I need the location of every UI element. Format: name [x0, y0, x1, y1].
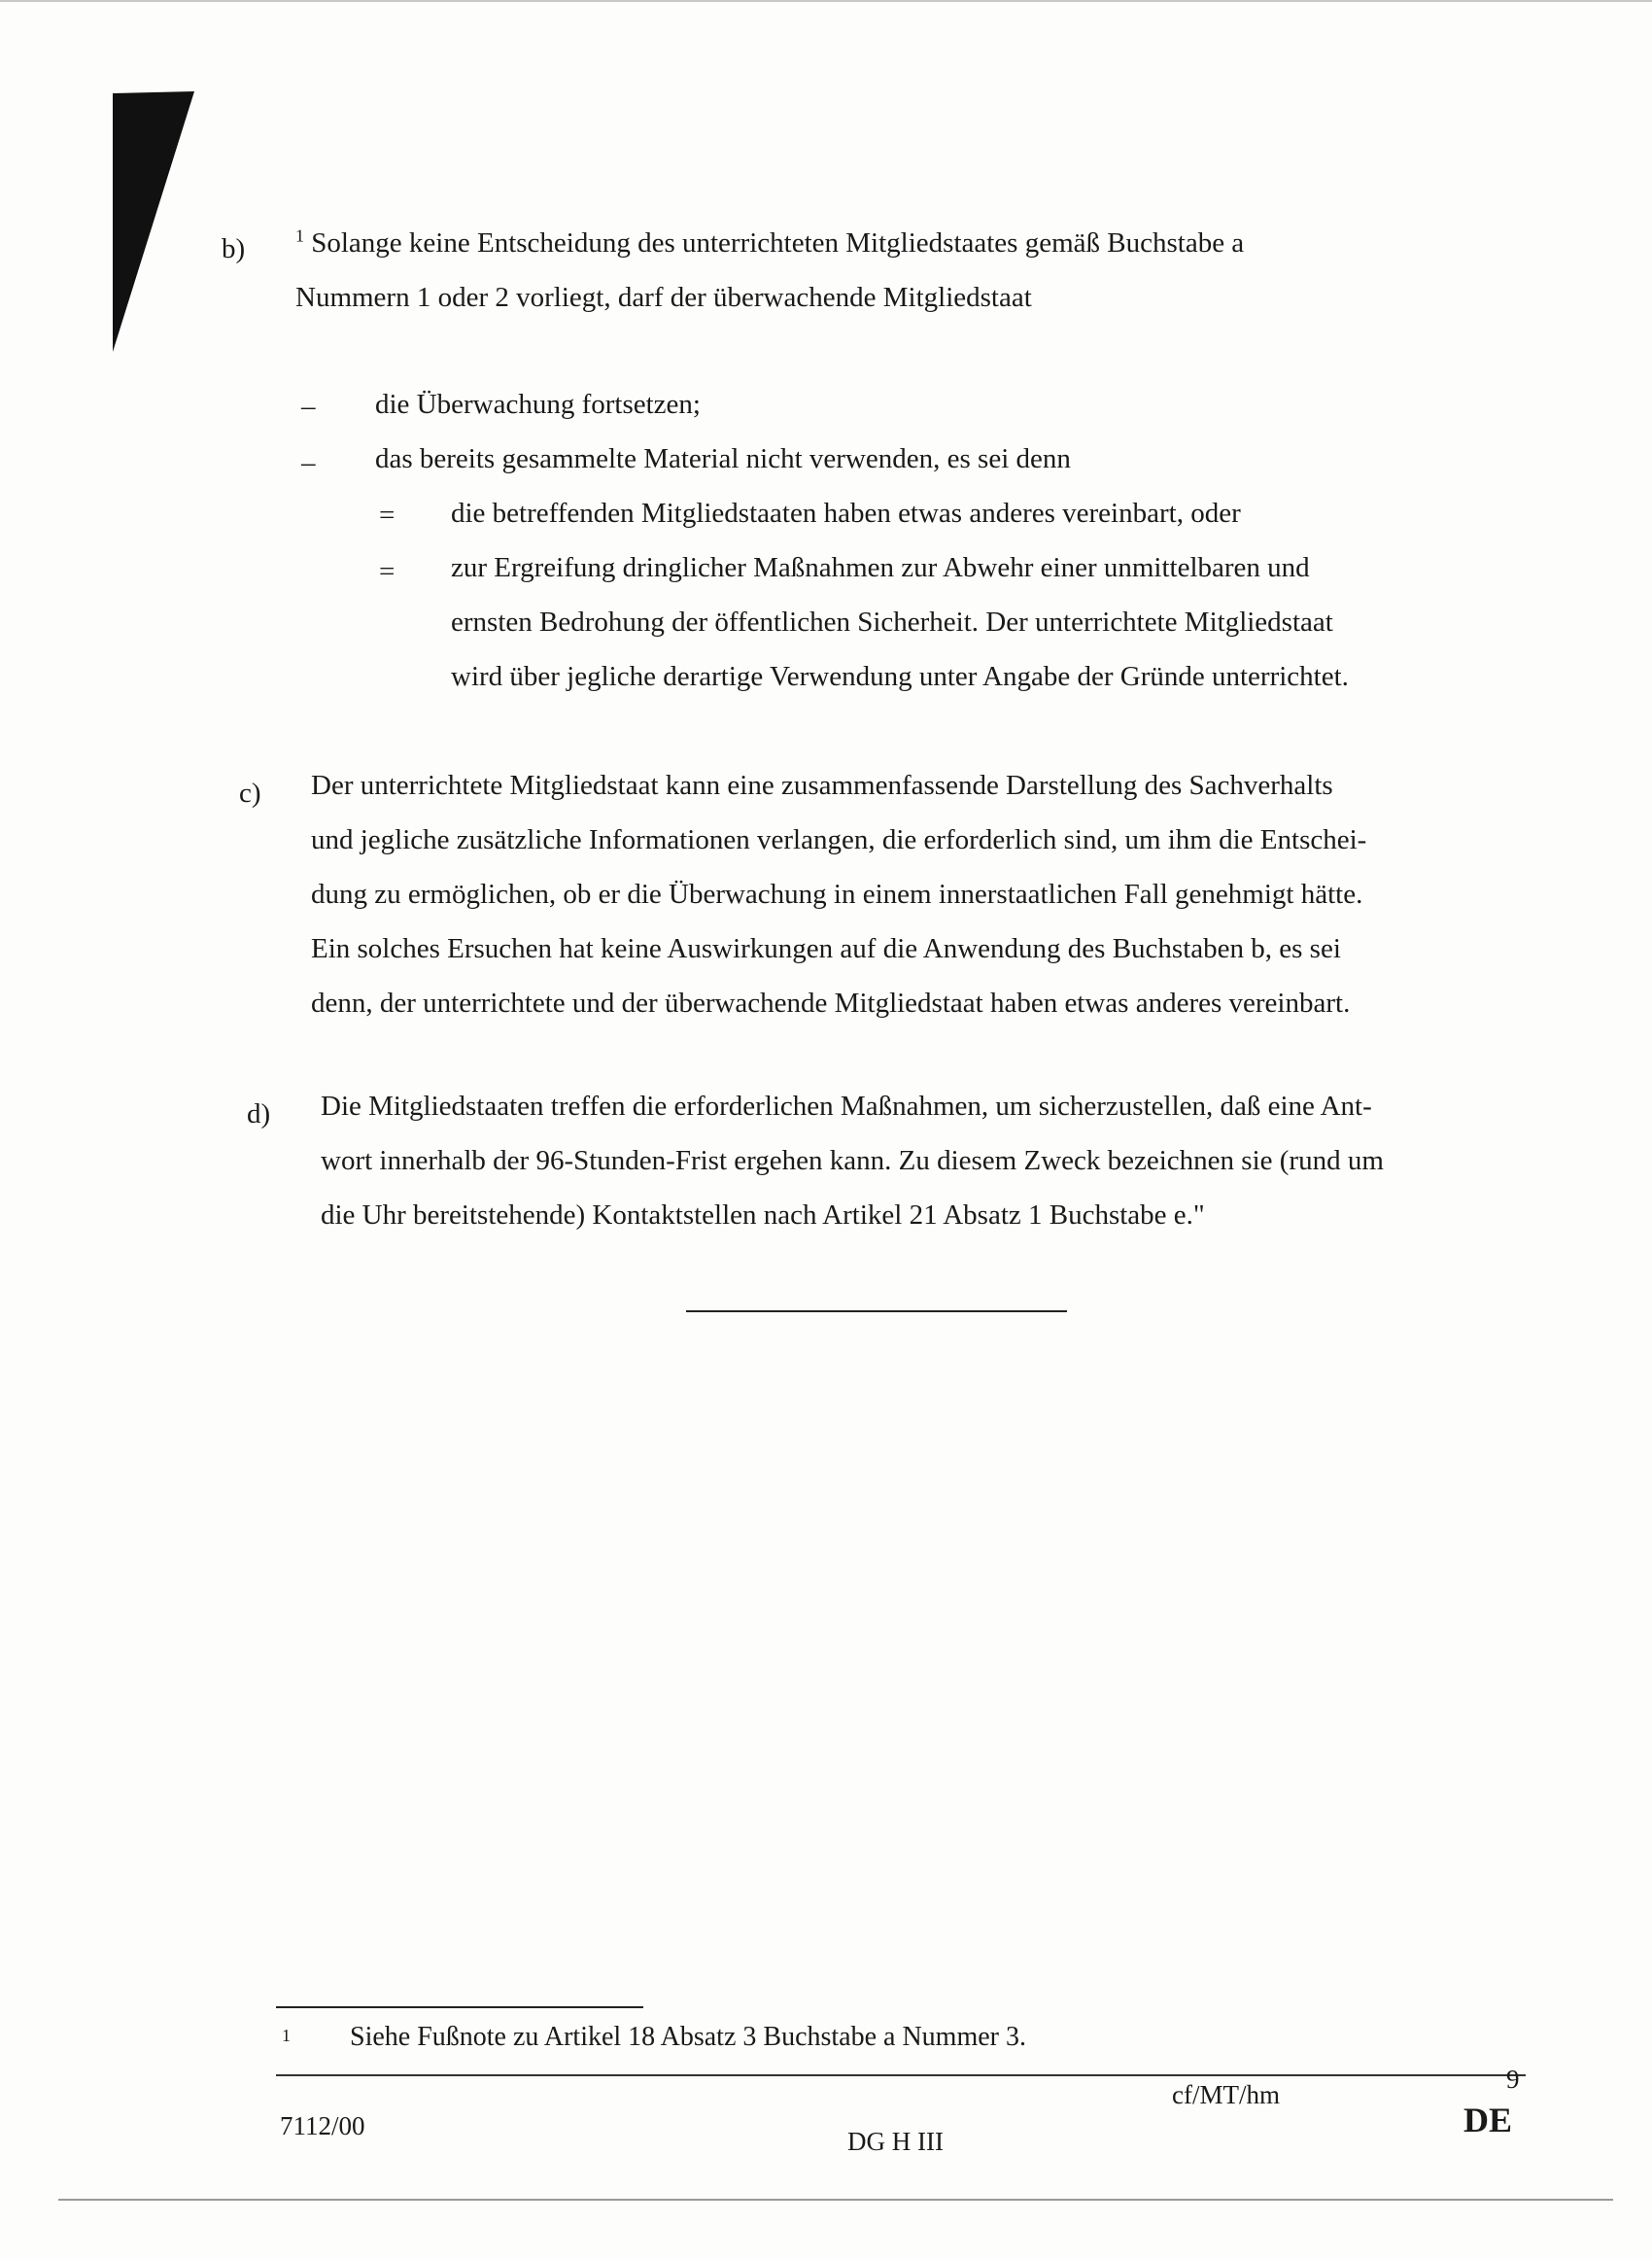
item-c-line-4: Ein solches Ersuchen hat keine Auswirkungen auf die Anwendung des Buchstaben b, es sei — [311, 933, 1341, 964]
footer-page-number: 9 — [1506, 2065, 1520, 2094]
dash-item-2: das bereits gesammelte Material nicht verwenden, es sei denn — [375, 443, 1071, 474]
item-c-line-1: Der unterrichtete Mitgliedstaat kann eine zusammenfassende Darstellung des Sachverhalts — [311, 770, 1333, 801]
sub-item-1: die betreffenden Mitgliedstaaten haben etwas anderes vereinbart, oder — [451, 498, 1241, 529]
dash-bullet-1: – — [301, 391, 316, 422]
footnote-text: Siehe Fußnote zu Artikel 18 Absatz 3 Buchstabe a Nummer 3. — [350, 2022, 1026, 2052]
footer-doc-number: 7112/00 — [280, 2111, 365, 2140]
item-b-label: b) — [222, 233, 246, 264]
footer-directorate: DG H III — [847, 2127, 944, 2156]
item-d-line-1: Die Mitgliedstaaten treffen die erforderlichen Maßnahmen, um sicherzustellen, daß eine Ant- — [321, 1091, 1372, 1122]
item-c-line-5: denn, der unterrichtete und der überwachende Mitgliedstaat haben etwas anderes vereinbart. — [311, 988, 1351, 1019]
item-b-line-2: Nummern 1 oder 2 vorliegt, darf der überwachende Mitgliedstaat — [295, 282, 1032, 313]
footer-language-code: DE — [1463, 2101, 1513, 2139]
item-d-line-2: wort innerhalb der 96-Stunden-Frist ergehen kann. Zu diesem Zweck bezeichnen sie (rund um — [321, 1145, 1384, 1176]
footer-separator — [276, 2074, 1526, 2076]
dash-bullet-2: – — [301, 447, 316, 478]
item-c-line-3: dung zu ermöglichen, ob er die Überwachung in einem innerstaatlichen Fall genehmigt hätte. — [311, 879, 1363, 910]
item-c-label: c) — [239, 778, 261, 809]
scan-bottom-edge — [58, 2199, 1613, 2201]
sub-item-2-line-3: wird über jegliche derartige Verwendung unter Angabe der Gründe unterrichtet. — [451, 661, 1349, 692]
end-of-text-rule — [686, 1310, 1067, 1312]
dash-item-1: die Überwachung fortsetzen; — [375, 389, 701, 420]
scan-black-wedge — [109, 89, 198, 354]
item-b-line-1-text: Solange keine Entscheidung des unterrichteten Mitgliedstaates gemäß Buchstabe a — [311, 227, 1245, 259]
item-d-label: d) — [247, 1098, 271, 1130]
footnote-marker: 1 — [295, 226, 304, 246]
item-b-line-1 — [295, 216, 1244, 270]
sub-bullet-2: = — [379, 556, 396, 587]
sub-item-2-line-1: zur Ergreifung dringlicher Maßnahmen zur Abwehr einer unmittelbaren und — [451, 552, 1310, 583]
sub-item-2-line-2: ernsten Bedrohung der öffentlichen Sicherheit. Der unterrichtete Mitgliedstaat — [451, 607, 1333, 638]
sub-bullet-1: = — [379, 500, 396, 531]
footnote-number: 1 — [282, 2026, 291, 2045]
item-c-line-2: und jegliche zusätzliche Informationen verlangen, die erforderlich sind, um ihm die Entschei- — [311, 824, 1367, 855]
footer-initials: cf/MT/hm — [1172, 2080, 1280, 2109]
item-d-line-3: die Uhr bereitstehende) Kontaktstellen nach Artikel 21 Absatz 1 Buchstabe e." — [321, 1199, 1205, 1231]
scan-top-edge — [0, 0, 1652, 2]
footnote-separator — [276, 2006, 643, 2008]
